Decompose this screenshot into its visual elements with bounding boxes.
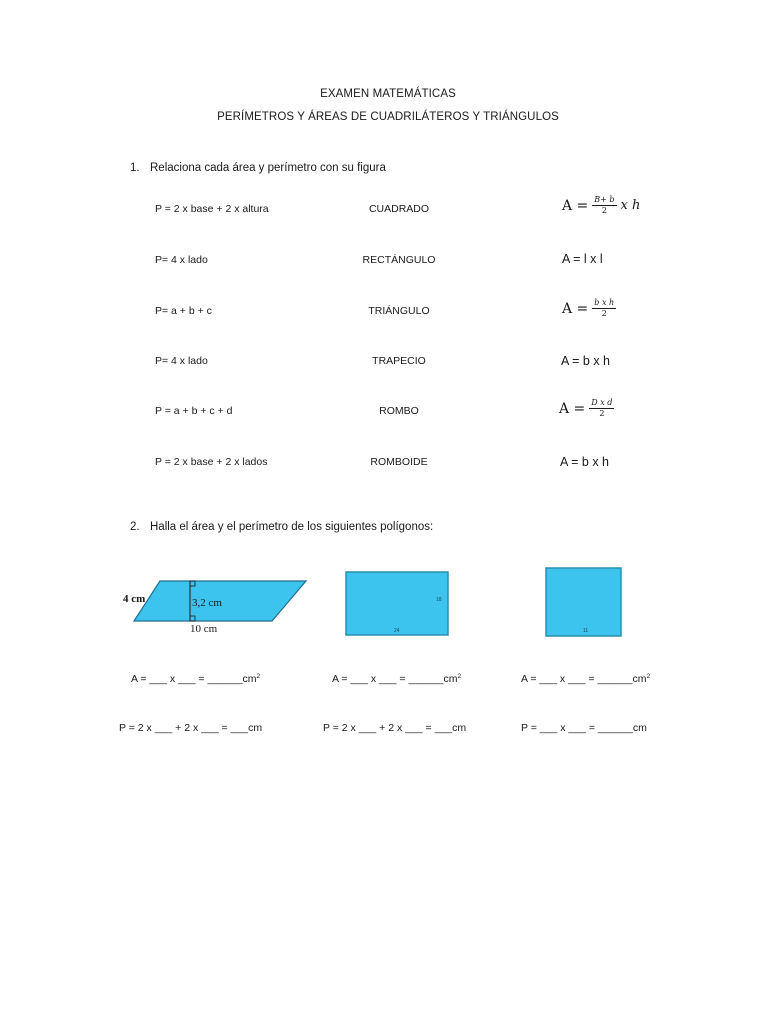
area-formula-5-numerator: D x d [591,398,613,407]
area-answer-line-3-exponent: 2 [646,673,651,680]
area-formula-4: A = b x h [561,354,610,368]
perimeter-formula-4: P= 4 x lado [155,355,208,367]
area-formula-5-lhs: A = [559,400,586,417]
area-formula-1-fraction [592,195,616,216]
parallelogram-base-label: 10 cm [190,623,218,635]
area-formula-3-numerator: b x h [594,298,615,307]
square-shape [546,568,621,636]
page-title: EXAMEN MATEMÁTICAS [320,88,456,100]
perimeter-formula-6: P = 2 x base + 2 x lados [155,456,268,468]
area-formula-1-lhs: A = [562,197,589,214]
area-formula-3 [562,298,616,319]
area-answer-line-2 [332,673,461,685]
parallelogram-side-label: 4 cm [123,593,146,605]
shape-name-rectangulo: RECTÁNGULO [362,254,436,266]
perimeter-formula-3: P= a + b + c [155,305,212,317]
question-2-text: Halla el área y el perímetro de los siguientes polígonos: [150,521,434,533]
parallelogram-height-label: 3,2 cm [192,597,222,609]
perimeter-answer-line-3: P = ___ x ___ = ______cm [521,722,647,734]
area-formula-3-lhs: A = [562,300,589,317]
rectangle-shape [346,572,448,635]
area-answer-line-1 [131,673,260,685]
shape-name-cuadrado: CUADRADO [368,203,430,215]
area-formula-1 [562,195,640,216]
shape-name-triangulo: TRIÁNGULO [368,305,430,317]
rectangle-height-label: 18 [436,597,442,603]
area-answer-line-3 [521,673,650,685]
area-formula-1-numerator: B+ b [594,195,615,204]
perimeter-formula-5: P = a + b + c + d [155,405,233,417]
area-answer-line-3-text: A = ___ x ___ = ______cm [521,673,647,685]
area-formula-5 [559,398,614,419]
perimeter-answer-line-1: P = 2 x ___ + 2 x ___ = ___cm [119,722,263,734]
area-formula-3-denominator: 2 [601,309,607,318]
shape-name-rombo: ROMBO [379,405,419,417]
area-formula-5-fraction [589,398,614,419]
area-formula-1-tail: x h [620,198,641,213]
question-1-number: 1. [130,162,140,174]
area-answer-line-1-exponent: 2 [256,673,261,680]
area-answer-line-1-text: A = ___ x ___ = ______cm [131,673,257,685]
perimeter-answer-line-2: P = 2 x ___ + 2 x ___ = ___cm [323,722,467,734]
shape-name-trapecio: TRAPECIO [372,355,426,367]
question-2-number: 2. [130,521,140,533]
area-formula-2: A = l x l [562,252,603,266]
area-answer-line-2-exponent: 2 [457,673,462,680]
perimeter-formula-1: P = 2 x base + 2 x altura [155,203,269,215]
question-1-text: Relaciona cada área y perímetro con su figura [150,162,386,174]
rectangle-base-label: 24 [394,628,400,634]
area-answer-line-2-text: A = ___ x ___ = ______cm [332,673,458,685]
area-formula-5-denominator: 2 [599,409,605,418]
page-subtitle: PERÍMETROS Y ÁREAS DE CUADRILÁTEROS Y TRIÁNGULOS [217,111,559,123]
shape-name-romboide: ROMBOIDE [370,456,428,468]
square-side-label: 11 [583,628,589,634]
area-formula-6: A = b x h [560,455,609,469]
perimeter-formula-2: P= 4 x lado [155,254,208,266]
area-formula-1-denominator: 2 [601,206,607,215]
area-formula-3-fraction [592,298,616,319]
